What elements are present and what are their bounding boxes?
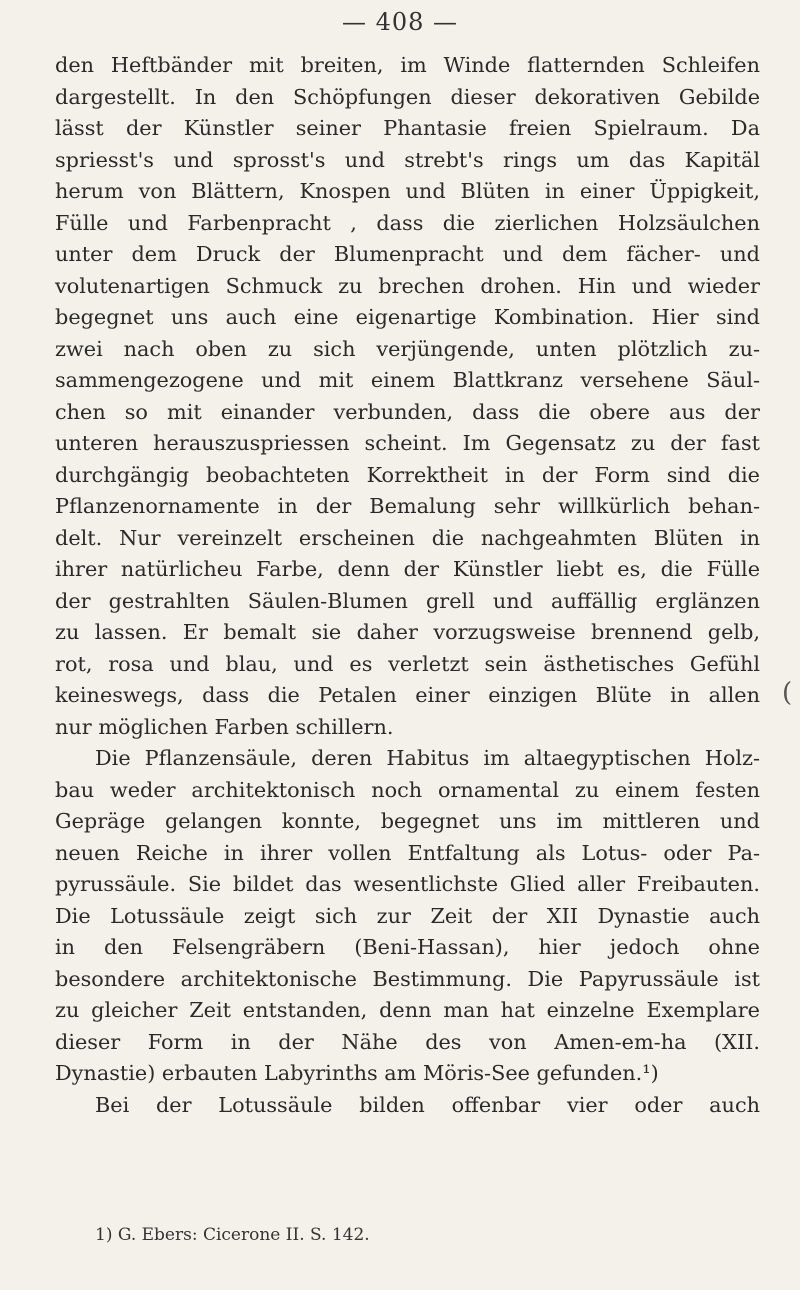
footnote: 1) G. Ebers: Cicerone II. S. 142. bbox=[95, 1225, 370, 1245]
text-line: unter dem Druck der Blumenpracht und dem fächer- und bbox=[55, 242, 760, 266]
body-text bbox=[55, 50, 760, 1121]
text-line: Pflanzenornamente in der Bemalung sehr willkürlich behan- bbox=[55, 494, 760, 518]
text-line: sammengezogene und mit einem Blattkranz versehene Säul- bbox=[55, 368, 760, 392]
text-line: Die Lotussäule zeigt sich zur Zeit der XII Dynastie auch bbox=[55, 903, 760, 928]
text-line: keineswegs, dass die Petalen einer einzigen Blüte in allen bbox=[55, 683, 760, 707]
margin-mark: ( bbox=[782, 678, 793, 708]
text-line: bau weder architektonisch noch ornamental zu einem festen bbox=[55, 777, 760, 802]
page-number: — 408 — bbox=[341, 8, 459, 36]
text-line: neuen Reiche in ihrer vollen Entfaltung als Lotus- oder Pa- bbox=[55, 840, 760, 865]
text-line: den Heftbänder mit breiten, im Winde flatternden Schleifen bbox=[55, 53, 760, 77]
text-line: herum von Blättern, Knospen und Blüten in einer Üppigkeit, bbox=[55, 179, 760, 203]
text-line: Bei der Lotussäule bilden offenbar vier oder auch bbox=[95, 1092, 760, 1117]
text-line: unteren herauszuspriessen scheint. Im Gegensatz zu der fast bbox=[55, 431, 760, 455]
text-line: Fülle und Farbenpracht , dass die zierlichen Holzsäulchen bbox=[55, 210, 760, 235]
text-line: durchgängig beobachteten Korrektheit in der Form sind die bbox=[55, 462, 760, 487]
text-line: zwei nach oben zu sich verjüngende, unten plötzlich zu- bbox=[55, 336, 760, 361]
text-line: volutenartigen Schmuck zu brechen drohen. Hin und wieder bbox=[55, 273, 760, 298]
text-line: nur möglichen Farben schillern. bbox=[55, 714, 394, 739]
text-line: delt. Nur vereinzelt erscheinen die nachgeahmten Blüten in bbox=[55, 525, 760, 550]
text-line: besondere architektonische Bestimmung. Die Papyrussäule ist bbox=[55, 966, 760, 991]
text-line: Gepräge gelangen konnte, begegnet uns im mittleren und bbox=[55, 809, 760, 833]
text-line: spriesst's und sprosst's und strebt's rings um das Kapitäl bbox=[55, 147, 760, 172]
text-line: Die Pflanzensäule, deren Habitus im altaegyptischen Holz- bbox=[95, 746, 760, 770]
text-line: begegnet uns auch eine eigenartige Kombination. Hier sind bbox=[55, 305, 760, 329]
text-line: ihrer natürlicheu Farbe, denn der Künstler liebt es, die Fülle bbox=[55, 557, 760, 581]
text-line: pyrussäule. Sie bildet das wesentlichste Glied aller Freibauten. bbox=[55, 872, 760, 896]
text-line: der gestrahlten Säulen-Blumen grell und auffällig erglänzen bbox=[55, 588, 760, 613]
text-line: lässt der Künstler seiner Phantasie freien Spielraum. Da bbox=[55, 116, 760, 140]
text-line: zu lassen. Er bemalt sie daher vorzugsweise brennend gelb, bbox=[55, 620, 760, 644]
text-line: rot, rosa und blau, und es verletzt sein ästhetisches Gefühl bbox=[55, 651, 760, 676]
text-line: zu gleicher Zeit entstanden, denn man hat einzelne Exemplare bbox=[55, 998, 760, 1022]
text-line: Dynastie) erbauten Labyrinths am Möris-See gefunden.¹) bbox=[55, 1061, 659, 1085]
text-line: dargestellt. In den Schöpfungen dieser dekorativen Gebilde bbox=[55, 84, 760, 109]
text-line: chen so mit einander verbunden, dass die obere aus der bbox=[55, 399, 760, 424]
text-line: in den Felsengräbern (Beni-Hassan), hier jedoch ohne bbox=[55, 935, 760, 959]
text-line: dieser Form in der Nähe des von Amen-em-ha (XII. bbox=[55, 1029, 760, 1054]
